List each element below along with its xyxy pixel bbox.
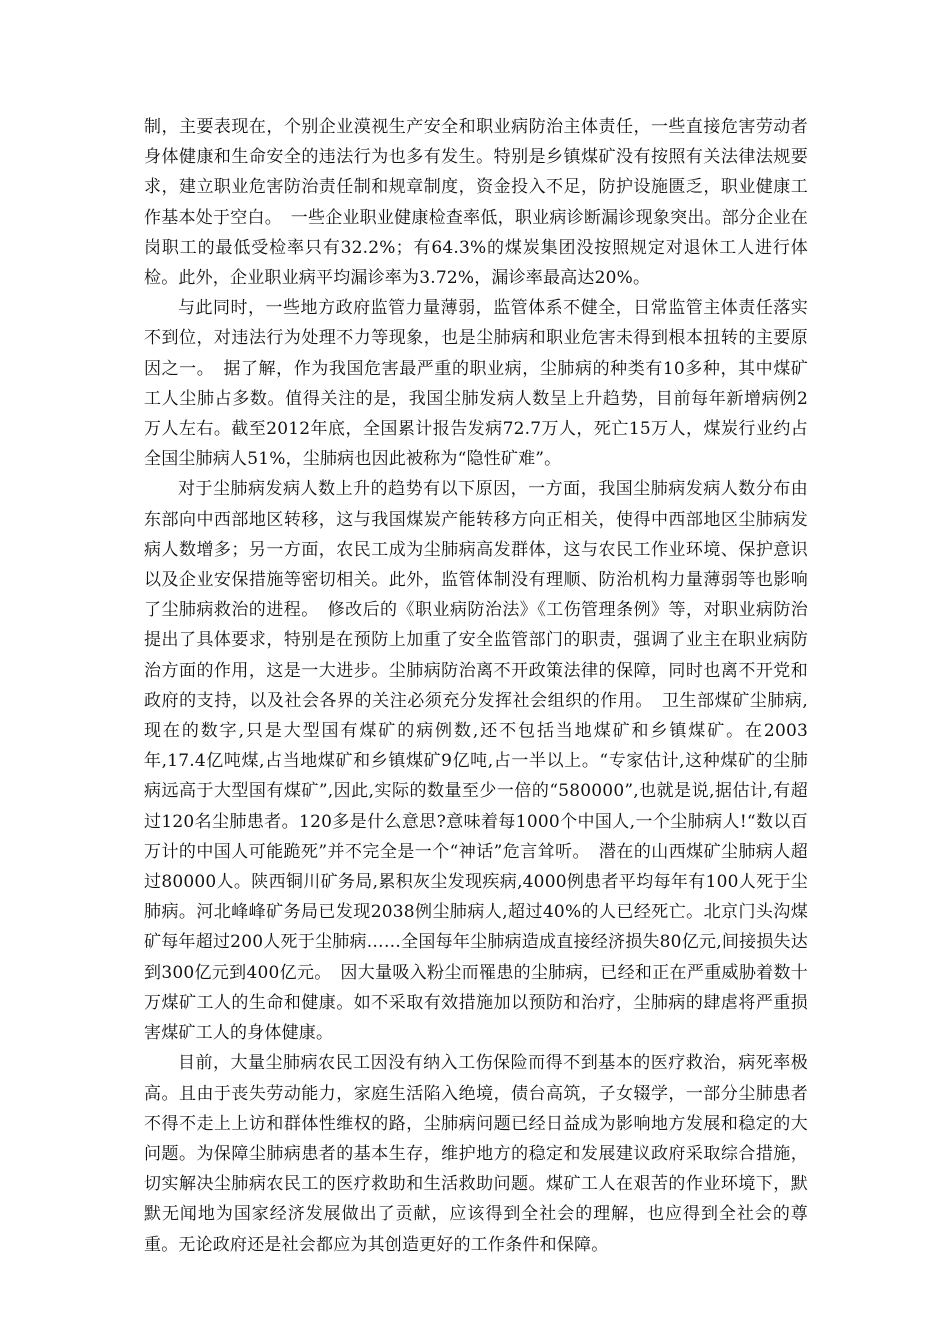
paragraph: 与此同时，一些地方政府监管力量薄弱，监管体系不健全，日常监管主体责任落实不到位，对违法行为处理不力等现象，也是尘肺病和职业危害未得到根本扭转的主要原因之一。 据了解，作为我国危害最严重的职业病，尘肺病的种类有10多种，其中煤矿工人尘肺占多数。值得关注的是，我国尘肺发病人数呈上升趋势，目前每年新增病例2万人左右。截至2012年底，全国累计报告发病72.7万人，死亡15万人，煤炭行业约占全国尘肺病人51%，尘肺病也因此被称为“隐性矿难”。	[144, 298, 808, 470]
paragraph: 对于尘肺病发病人数上升的趋势有以下原因，一方面，我国尘肺病发病人数分布由东部向中西部地区转移，这与我国煤炭产能转移方向正相关，使得中西部地区尘肺病发病人数增多；另一方面，农民工成为尘肺病高发群体，这与农民工作业环境、保护意识以及企业安保措施等密切相关。此外，监管体制没有理顺、防治机构力量薄弱等也影响了尘肺病救治的进程。 修改后的《职业病防治法》《工伤管理条例》等，对职业病防治提出了具体要求，特别是在预防上加重了安全监管部门的职责，强调了业主在职业病防治方面的作用，这是一大进步。尘肺病防治离不开政策法律的保障，同时也离不开党和政府的支持，以及社会各界的关注必须充分发挥社会组织的作用。 卫生部煤矿尘肺病,现在的数字,只是大型国有煤矿的病例数,还不包括当地煤矿和乡镇煤矿。在2003年,17.4亿吨煤,占当地煤矿和乡镇煤矿9亿吨,占一半以上。“专家估计,这种煤矿的尘肺病远高于大型国有煤矿”,因此,实际的数量至少一倍的“580000”,也就是说,据估计,有超过120名尘肺患者。120多是什么意思?意味着每1000个中国人,一个尘肺病人!“数以百万计的中国人可能跪死”并不完全是一个“神话”危言耸听。 潜在的山西煤矿尘肺病人超过80000人。陕西铜川矿务局,累积灰尘发现疾病,4000例患者平均每年有100人死于尘肺病。河北峰峰矿务局已发现2038例尘肺病人,超过40%的人已经死亡。北京门头沟煤矿每年超过200人死于尘肺病……全国每年尘肺病造成直接经济损失80亿元,间接损失达到300亿元到400亿元。 因大量吸入粉尘而罹患的尘肺病，已经和正在严重威胁着数十万煤矿工人的生命和健康。如不采取有效措施加以预防和治疗，尘肺病的肆虐将严重损害煤矿工人的身体健康。	[144, 479, 809, 1044]
paragraph: 目前，大量尘肺病农民工因没有纳入工伤保险而得不到基本的医疗救治，病死率极高。且由于丧失劳动能力，家庭生活陷入绝境，债台高筑，子女辍学，一部分尘肺患者不得不走上上访和群体性维权的路，尘肺病问题已经日益成为影响地方发展和稳定的大问题。为保障尘肺病患者的基本生存，维护地方的稳定和发展建议政府采取综合措施，切实解决尘肺病农民工的医疗救助和生活救助问题。煤矿工人在艰苦的作业环境下，默默无闻地为国家经济发展做出了贡献，应该得到全社会的理解，也应得到全社会的尊重。无论政府还是社会都应为其创造更好的工作条件和保障。	[144, 1053, 808, 1255]
paragraph-continued: 制，主要表现在，个别企业漠视生产安全和职业病防治主体责任，一些直接危害劳动者身体健康和生命安全的违法行为也多有发生。特别是乡镇煤矿没有按照有关法律法规要求，建立职业危害防治责任制和规章制度，资金投入不足，防护设施匮乏，职业健康工作基本处于空白。 一些企业职业健康检查率低，职业病诊断漏诊现象突出。部分企业在岗职工的最低受检率只有32.2%；有64.3%的煤炭集团没按照规定对退休工人进行体检。此外，企业职业病平均漏诊率为3.72%，漏诊率最高达20%。	[144, 117, 808, 289]
article-body	[144, 112, 808, 1260]
